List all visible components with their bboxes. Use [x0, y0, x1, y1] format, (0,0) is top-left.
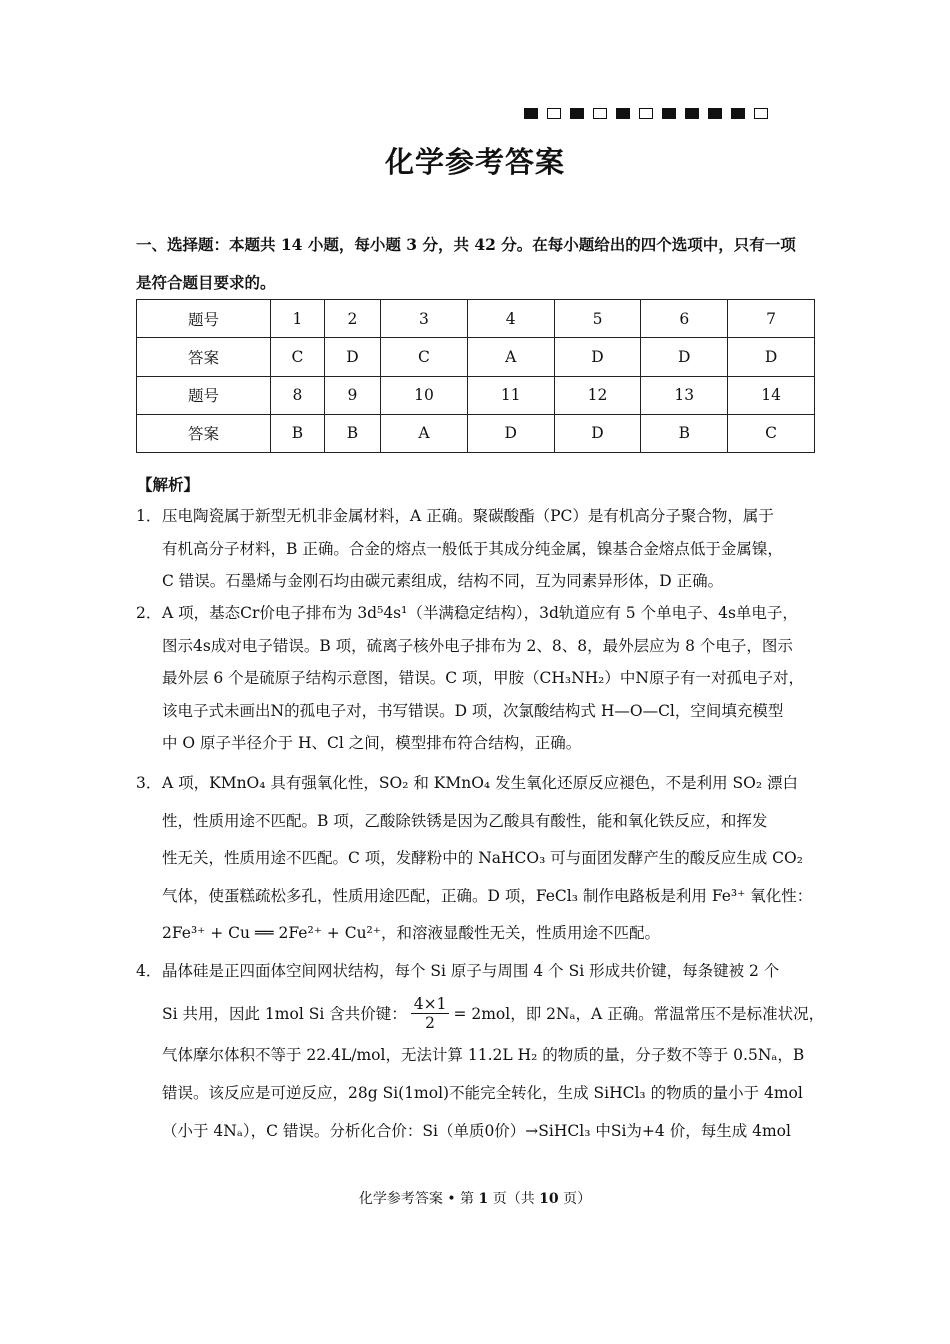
- table-row: [137, 376, 815, 414]
- page-title: 化学参考答案: [384, 145, 565, 179]
- filled-square-mark: [731, 108, 745, 119]
- table-cell: 6: [641, 300, 728, 338]
- answer-table: [136, 299, 815, 453]
- footer-middle: 页（共: [492, 1191, 535, 1207]
- analysis-line: A 项，基态Cr价电子排布为 3d⁵4s¹（半满稳定结构），3d轨道应有 5 个单电子、4s单电子，: [162, 604, 798, 622]
- empty-square-mark: [754, 108, 768, 119]
- analysis-line: 最外层 6 个是硫原子结构示意图，错误。C 项，甲胺（CH₃NH₂）中N原子有一对孤电子对，: [162, 669, 804, 688]
- table-cell: A: [381, 414, 468, 452]
- table-cell: 1: [270, 300, 324, 338]
- analysis-line: 错误。该反应是可逆反应，28g Si(1mol)不能完全转化，生成 SiHCl₃ 的物质的量小于 4mol: [162, 1084, 803, 1102]
- intro-line-2: 是符合题目要求的。: [136, 273, 276, 292]
- item-number: 4．: [136, 962, 162, 980]
- row-header-cell: 答案: [137, 338, 271, 376]
- table-cell: D: [641, 338, 728, 376]
- analysis-line: （小于 4Nₐ），C 错误。分析化合价：Si（单质0价）→SiHCl₃ 中Si为+4 价，每生成 4mol: [162, 1122, 791, 1140]
- table-cell: 5: [554, 300, 641, 338]
- fraction-numerator: 4×1: [411, 995, 450, 1014]
- analysis-line: 有机高分子材料，B 正确。合金的熔点一般低于其成分纯金属，镍基合金熔点低于金属镍，: [162, 539, 783, 558]
- table-cell: C: [728, 414, 815, 452]
- fraction-suffix: = 2mol，即 2Nₐ，A 正确。常温常压不是标准状况，: [453, 1005, 825, 1023]
- analysis-line: C 错误。石墨烯与金刚石均由碳元素组成，结构不同，互为同素异形体，D 正确。: [162, 572, 724, 590]
- filled-square-mark: [524, 108, 538, 119]
- table-cell: B: [324, 414, 380, 452]
- item-number: 3．: [136, 774, 162, 792]
- empty-square-mark: [547, 108, 561, 119]
- table-cell: 3: [381, 300, 468, 338]
- item-number: 1．: [136, 507, 162, 525]
- footer-total-pages: 10: [539, 1191, 559, 1207]
- analysis-item-2: [136, 597, 816, 760]
- header-marks: [524, 108, 768, 119]
- empty-square-mark: [593, 108, 607, 119]
- row-header-cell: 答案: [137, 414, 271, 452]
- table-cell: C: [381, 338, 468, 376]
- table-row: [137, 338, 815, 376]
- table-cell: 12: [554, 376, 641, 414]
- table-cell: 11: [467, 376, 554, 414]
- equation-line: 2Fe³⁺ + Cu ══ 2Fe²⁺ + Cu²⁺，和溶液显酸性无关，性质用途不匹配。: [162, 924, 660, 942]
- table-cell: B: [641, 414, 728, 452]
- analysis-line: 气体摩尔体积不等于 22.4L/mol，无法计算 11.2L H₂ 的物质的量，分子数不等于 0.5Nₐ，B: [162, 1046, 805, 1064]
- filled-square-mark: [708, 108, 722, 119]
- table-cell: B: [270, 414, 324, 452]
- footer-prefix: 化学参考答案 • 第: [358, 1191, 475, 1207]
- analysis-line: 该电子式未画出N的孤电子对，书写错误。D 项，次氯酸结构式 H—O—Cl，空间填充模型: [162, 701, 784, 720]
- analysis-line: 图示4s成对电子错误。B 项，硫离子核外电子排布为 2、8、8，最外层应为 8 个电子，图示: [162, 636, 793, 655]
- empty-square-mark: [639, 108, 653, 119]
- table-cell: D: [467, 414, 554, 452]
- table-cell: 10: [381, 376, 468, 414]
- analysis-line: 中 O 原子半径介于 H、Cl 之间，模型排布符合结构，正确。: [162, 734, 582, 753]
- table-cell: A: [467, 338, 554, 376]
- intro-line-1: 一、选择题：本题共 14 小题，每小题 3 分，共 42 分。在每小题给出的四个选项中，只有一项: [136, 235, 796, 254]
- analysis-line: 性，性质用途不匹配。B 项，乙酸除铁锈是因为乙酸具有酸性，能和氧化铁反应，和挥发: [162, 811, 768, 830]
- table-row: [137, 414, 815, 452]
- analysis-line: 晶体硅是正四面体空间网状结构，每个 Si 原子与周围 4 个 Si 形成共价键，每条键被 2 个: [162, 962, 780, 980]
- table-cell: 8: [270, 376, 324, 414]
- table-cell: 7: [728, 300, 815, 338]
- analysis-line: 压电陶瓷属于新型无机非金属材料，A 正确。聚碳酸酯（PC）是有机高分子聚合物，属于: [162, 507, 774, 525]
- fraction-prefix: Si 共用，因此 1mol Si 含共价键：: [162, 1005, 407, 1023]
- table-cell: 13: [641, 376, 728, 414]
- page-footer: [0, 1188, 950, 1208]
- table-cell: D: [728, 338, 815, 376]
- table-cell: 4: [467, 300, 554, 338]
- filled-square-mark: [662, 108, 676, 119]
- fraction: [411, 995, 450, 1032]
- table-cell: 14: [728, 376, 815, 414]
- table-cell: D: [324, 338, 380, 376]
- table-cell: 2: [324, 300, 380, 338]
- analysis-line-with-fraction: [136, 990, 825, 1036]
- analysis-item-4: [136, 953, 825, 1150]
- fraction-denominator: 2: [425, 1013, 436, 1032]
- table-cell: 9: [324, 376, 380, 414]
- table-cell: C: [270, 338, 324, 376]
- analysis-line: 性无关，性质用途不匹配。C 项，发酵粉中的 NaHCO₃ 可与面团发酵产生的酸反应生成 CO₂: [162, 849, 803, 867]
- filled-square-mark: [616, 108, 630, 119]
- table-row: [137, 300, 815, 338]
- analysis-item-3: [136, 765, 816, 953]
- footer-suffix: 页）: [563, 1191, 592, 1207]
- section-intro: [136, 226, 816, 302]
- filled-square-mark: [685, 108, 699, 119]
- item-number: 2．: [136, 604, 162, 622]
- filled-square-mark: [570, 108, 584, 119]
- analysis-heading: 【解析】: [137, 475, 200, 494]
- analysis-line: A 项，KMnO₄ 具有强氧化性，SO₂ 和 KMnO₄ 发生氧化还原反应褪色，不是利用 SO₂ 漂白: [162, 774, 798, 792]
- table-cell: D: [554, 414, 641, 452]
- analysis-item-1: [136, 500, 816, 598]
- row-header-cell: 题号: [137, 376, 271, 414]
- row-header-cell: 题号: [137, 300, 271, 338]
- analysis-line: 气体，使蛋糕疏松多孔，性质用途匹配，正确。D 项，FeCl₃ 制作电路板是利用 Fe³⁺ 氧化性：: [162, 886, 813, 905]
- table-cell: D: [554, 338, 641, 376]
- footer-page-number: 1: [478, 1191, 489, 1207]
